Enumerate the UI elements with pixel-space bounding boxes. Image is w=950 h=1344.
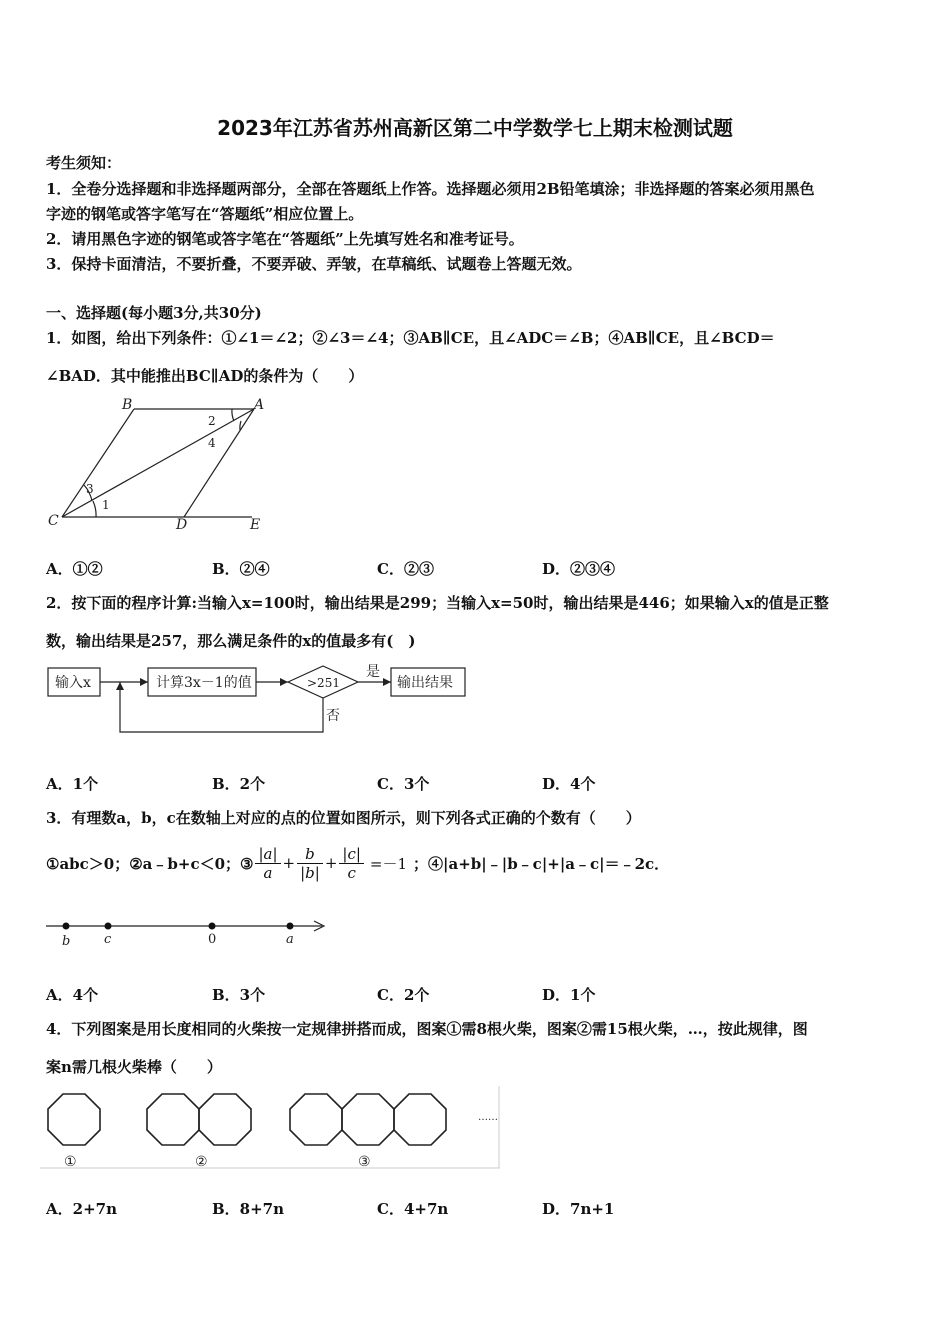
- q3-option-c: C．2个: [377, 986, 430, 1004]
- q2-option-d: D．4个: [542, 775, 596, 793]
- point-zero: [209, 923, 216, 930]
- octagon-3c: [394, 1094, 446, 1145]
- q3-part-1: ①abc＞0；②a﹣b+c＜0；③: [46, 854, 254, 873]
- label-d: D: [176, 517, 188, 533]
- flow-compute-text: 计算3x－1的值: [156, 675, 252, 691]
- flow-input-text: 输入x: [55, 675, 91, 691]
- q4-figure: [40, 1084, 502, 1172]
- q4-line-2: 案n需几根火柴棒（ ）: [46, 1058, 222, 1076]
- q4-option-a: A．2+7n: [46, 1200, 117, 1218]
- q4-option-c: C．4+7n: [377, 1200, 449, 1218]
- q4-option-b: B．8+7n: [212, 1200, 285, 1218]
- octagon-1: [48, 1094, 100, 1145]
- q3-option-b: B．3个: [212, 986, 266, 1004]
- q1-figure: [44, 395, 274, 535]
- axis-label-zero: 0: [208, 932, 217, 947]
- q3-equals: =－1: [369, 854, 408, 873]
- notice-line-1a: 1．全卷分选择题和非选择题两部分，全部在答题纸上作答。选择题必须用2B铅笔填涂；非选择题的答案必须用黑色: [46, 180, 815, 198]
- pattern-label-1: ①: [64, 1154, 77, 1170]
- q1-option-c: C．②③: [377, 560, 434, 578]
- label-c: C: [48, 513, 59, 529]
- q4-option-d: D．7n+1: [542, 1200, 615, 1218]
- section-heading: 一、选择题(每小题3分,共30分): [46, 304, 262, 322]
- q2-flowchart: [44, 660, 474, 740]
- notice-line-2: 2．请用黑色字迹的钢笔或答字笔在“答题纸”上先填写姓名和准考证号。: [46, 230, 524, 248]
- octagon-3a: [290, 1094, 342, 1145]
- octagon-2b: [199, 1094, 251, 1145]
- q1-option-b: B．②④: [212, 560, 270, 578]
- flow-cond-text: >251: [307, 676, 340, 690]
- notice-heading: 考生须知：: [46, 154, 122, 172]
- q3-fraction-1: $\frac{|a|}{a}$: [255, 845, 280, 882]
- q3-fraction-3: $\frac{|c|}{c}$: [339, 845, 364, 882]
- q1-option-d: D．②③④: [542, 560, 616, 578]
- octagon-2a: [147, 1094, 199, 1145]
- q2-line-2: 数，输出结果是257，那么满足条件的x的值最多有( ): [46, 632, 416, 650]
- label-angle-2: 2: [208, 414, 216, 428]
- line-ad: [184, 409, 254, 517]
- q3-plus-1: +: [282, 854, 296, 872]
- q3-formula-line: [46, 840, 669, 886]
- flow-no-text: 否: [326, 708, 340, 724]
- label-angle-4: 4: [208, 436, 216, 450]
- axis-label-a: a: [286, 932, 294, 947]
- axis-label-c: c: [104, 932, 112, 947]
- pattern-dots: ……: [478, 1112, 498, 1123]
- line-cb: [62, 409, 134, 517]
- flow-output-text: 输出结果: [397, 675, 453, 691]
- q2-option-c: C．3个: [377, 775, 430, 793]
- q3-number-line: [44, 910, 334, 950]
- point-b: [63, 923, 70, 930]
- q4-line-1: 4．下列图案是用长度相同的火柴按一定规律拼搭而成，图案①需8根火柴，图案②需15根火柴，…，按此规律，图: [46, 1020, 808, 1038]
- point-c: [105, 923, 112, 930]
- label-e: E: [250, 517, 261, 533]
- q2-option-b: B．2个: [212, 775, 266, 793]
- q3-option-d: D．1个: [542, 986, 596, 1004]
- label-a: A: [254, 397, 265, 413]
- label-angle-1: 1: [102, 498, 110, 512]
- q1-option-a: A．①②: [46, 560, 103, 578]
- q3-option-a: A．4个: [46, 986, 99, 1004]
- line-ca: [62, 409, 254, 517]
- arc-2: [232, 409, 234, 421]
- pattern-label-3: ③: [358, 1154, 371, 1170]
- q3-line-1: 3．有理数a，b，c在数轴上对应的点的位置如图所示，则下列各式正确的个数有（ ）: [46, 809, 641, 827]
- q3-plus-2: +: [324, 854, 338, 872]
- q1-line-1: 1．如图，给出下列条件：①∠1＝∠2；②∠3＝∠4；③AB∥CE，且∠ADC＝∠B；④AB∥CE，且∠BCD＝: [46, 329, 775, 347]
- arc-1: [93, 501, 96, 517]
- q3-part-4: ；④|a+b|﹣|b﹣c|+|a﹣c|＝﹣2c．: [413, 854, 670, 873]
- notice-line-1b: 字迹的钢笔或答字笔写在“答题纸”相应位置上。: [46, 205, 364, 223]
- q2-option-a: A．1个: [46, 775, 99, 793]
- notice-line-3: 3．保持卡面清洁，不要折叠，不要弄破、弄皱，在草稿纸、试题卷上答题无效。: [46, 255, 582, 273]
- flow-yes-text: 是: [366, 664, 380, 680]
- axis-label-b: b: [62, 934, 71, 949]
- label-angle-3: 3: [86, 482, 94, 496]
- q3-fraction-2: $\frac{b}{|b|}$: [297, 845, 323, 882]
- label-b: B: [122, 397, 133, 413]
- octagon-3b: [342, 1094, 394, 1145]
- page-title: 2023年江苏省苏州高新区第二中学数学七上期末检测试题: [217, 116, 733, 140]
- point-a: [287, 923, 294, 930]
- q2-line-1: 2．按下面的程序计算:当输入x=100时，输出结果是299；当输入x=50时，输出结果是446；如果输入x的值是正整: [46, 594, 829, 612]
- pattern-label-2: ②: [195, 1154, 208, 1170]
- q1-line-2: ∠BAD．其中能推出BC∥AD的条件为（ ）: [46, 367, 364, 385]
